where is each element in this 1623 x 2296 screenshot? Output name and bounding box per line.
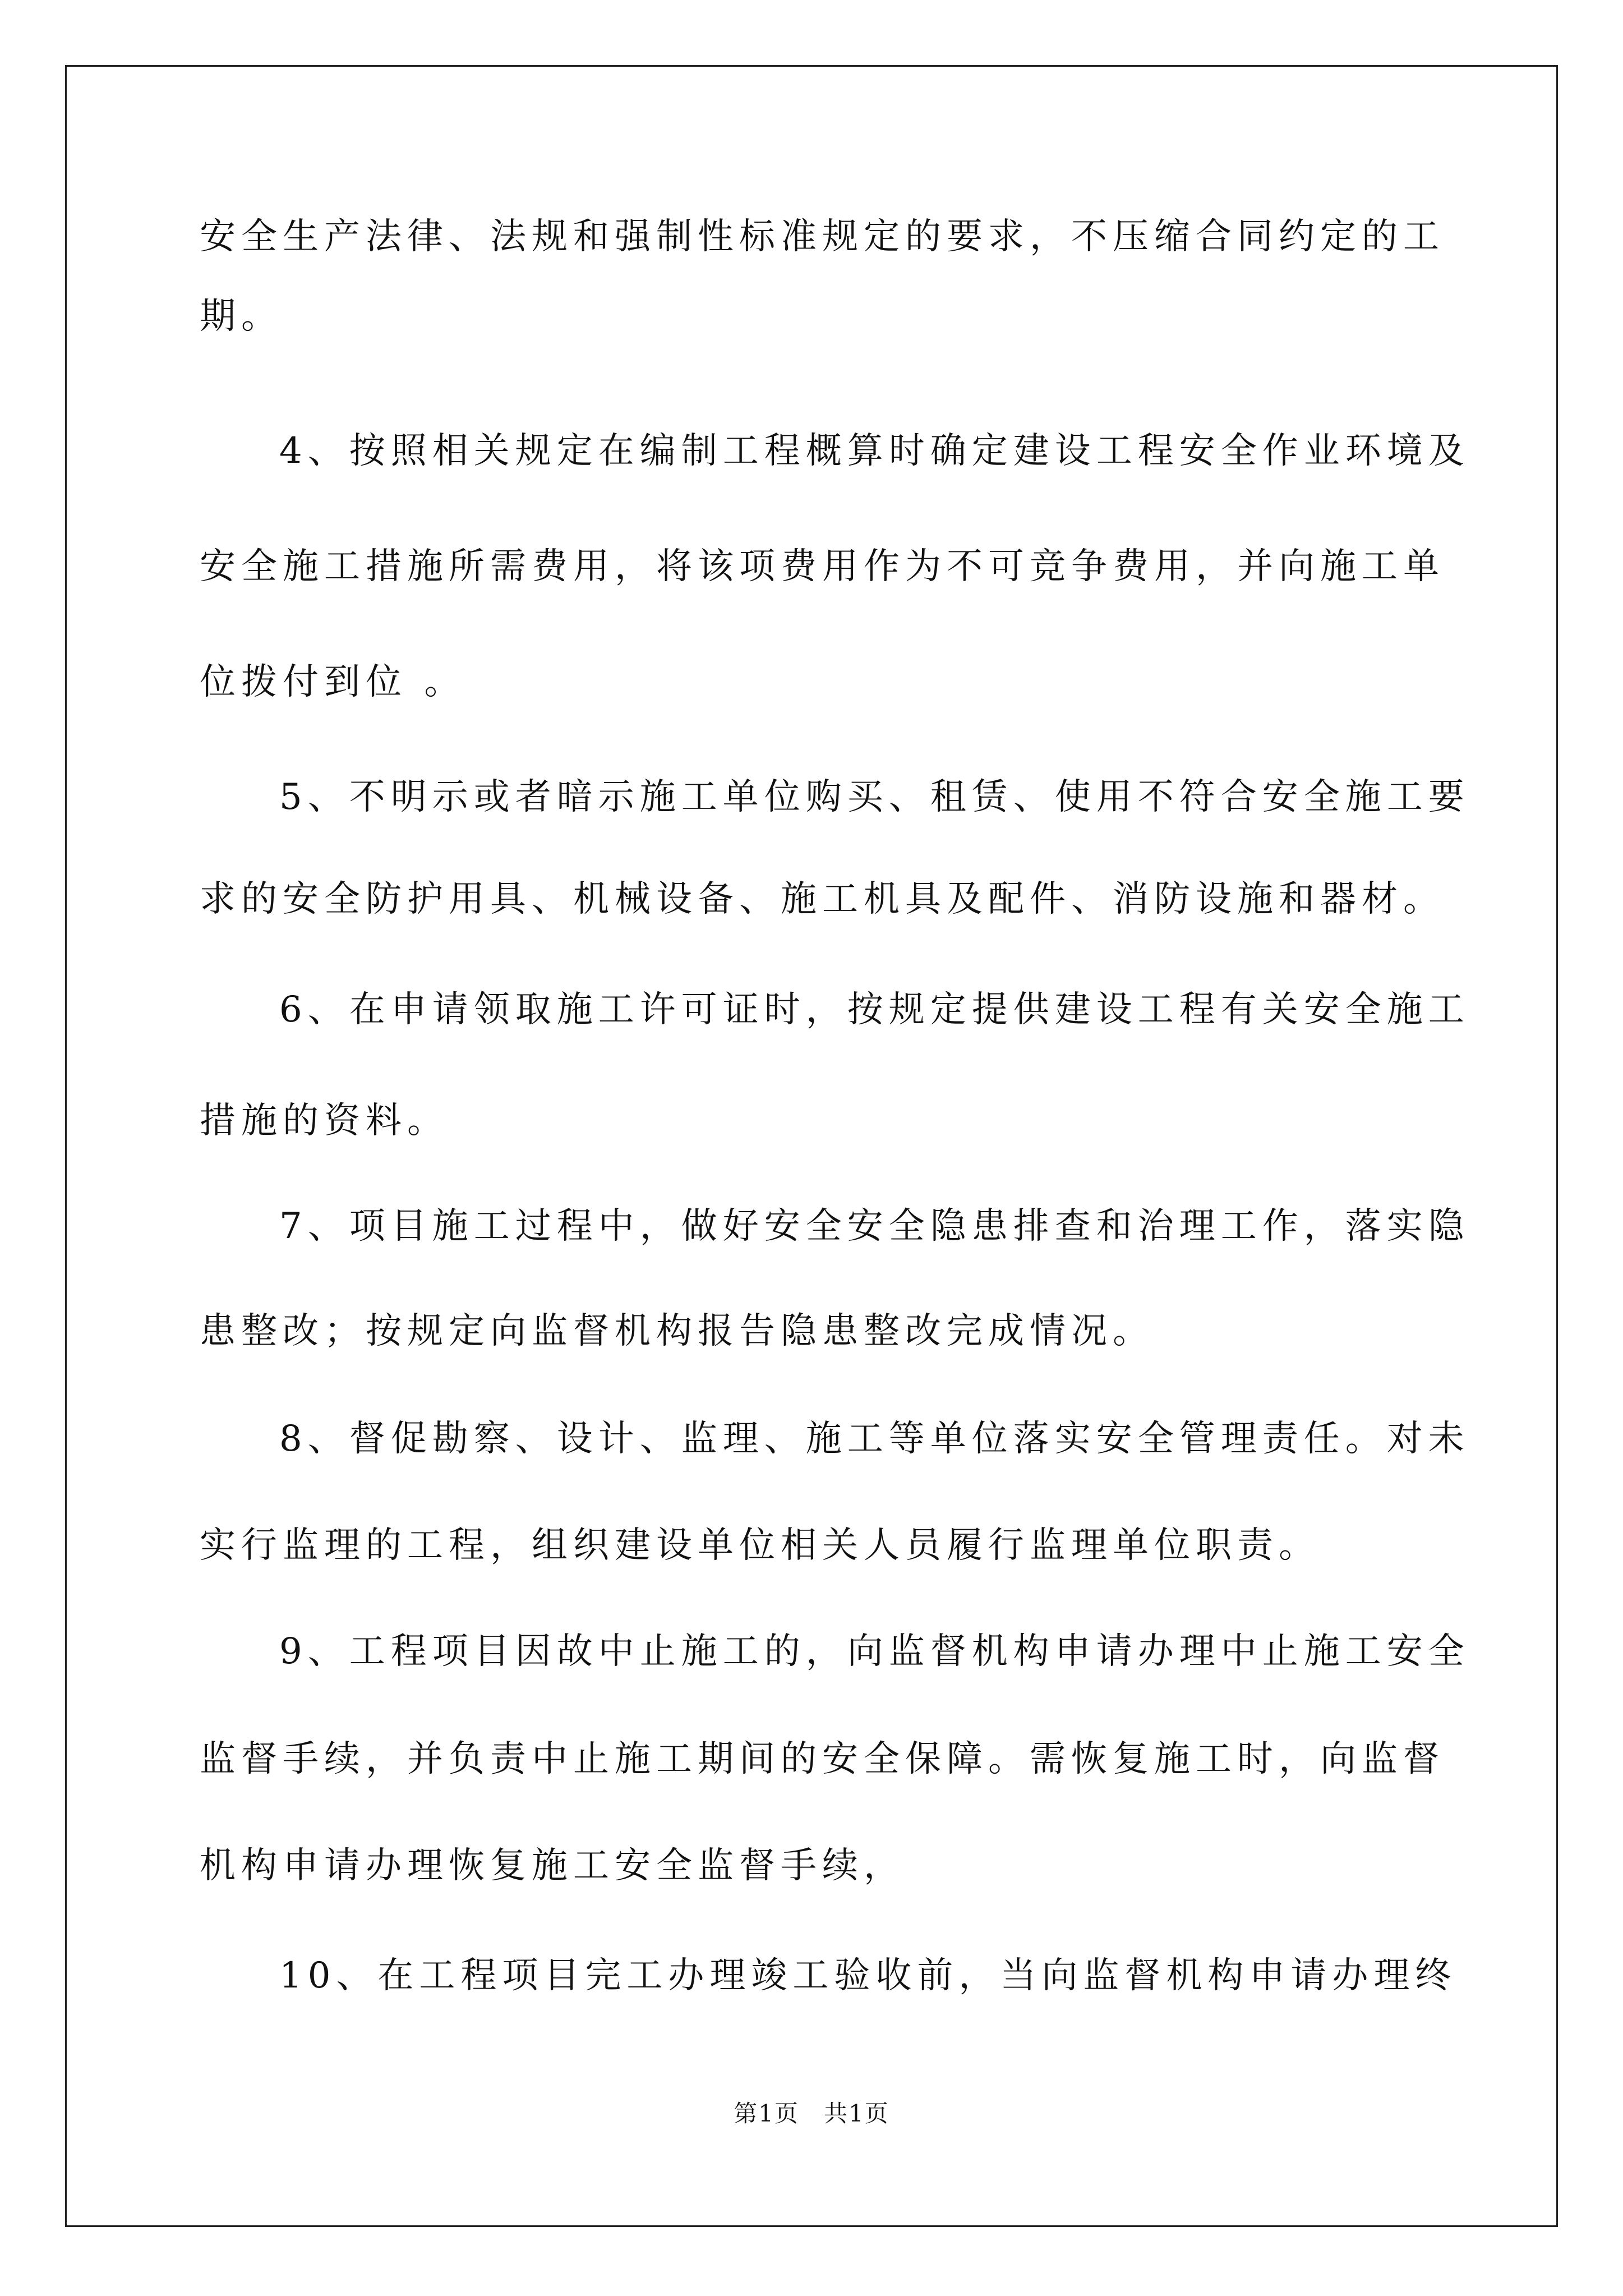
text-line-2: 期。	[200, 296, 283, 337]
text-line-16: 机构申请办理恢复施工安全监督手续，	[200, 1845, 905, 1887]
text-line-12: 8、督促勘察、设计、监理、施工等单位落实安全管理责任。对未	[279, 1418, 1470, 1460]
text-line-3: 4、按照相关规定在编制工程概算时确定建设工程安全作业环境及	[279, 430, 1470, 472]
text-line-6: 5、不明示或者暗示施工单位购买、租赁、使用不符合安全施工要	[279, 776, 1470, 818]
page-number-footer: 第1页 共1页	[734, 2100, 889, 2127]
text-line-4: 安全施工措施所需费用，将该项费用作为不可竞争费用，并向施工单	[200, 546, 1445, 587]
text-line-9: 措施的资料。	[200, 1100, 449, 1142]
text-line-17: 10、在工程项目完工办理竣工验收前，当向监督机构申请办理终	[279, 1955, 1457, 1996]
text-line-11: 患整改；按规定向监督机构报告隐患整改完成情况。	[200, 1310, 1154, 1352]
text-line-8: 6、在申请领取施工许可证时，按规定提供建设工程有关安全施工	[279, 989, 1470, 1030]
text-line-13: 实行监理的工程，组织建设单位相关人员履行监理单位职责。	[200, 1525, 1320, 1566]
text-line-1: 安全生产法律、法规和强制性标准规定的要求，不压缩合同约定的工	[200, 216, 1445, 257]
text-line-14: 9、工程项目因故中止施工的，向监督机构申请办理中止施工安全	[279, 1631, 1470, 1672]
text-line-15: 监督手续，并负责中止施工期间的安全保障。需恢复施工时，向监督	[200, 1738, 1445, 1780]
text-line-10: 7、项目施工过程中，做好安全安全隐患排查和治理工作，落实隐	[279, 1205, 1470, 1247]
text-line-5: 位拨付到位 。	[200, 661, 466, 703]
text-line-7: 求的安全防护用具、机械设备、施工机具及配件、消防设施和器材。	[200, 878, 1445, 920]
page-border	[65, 65, 1558, 2227]
